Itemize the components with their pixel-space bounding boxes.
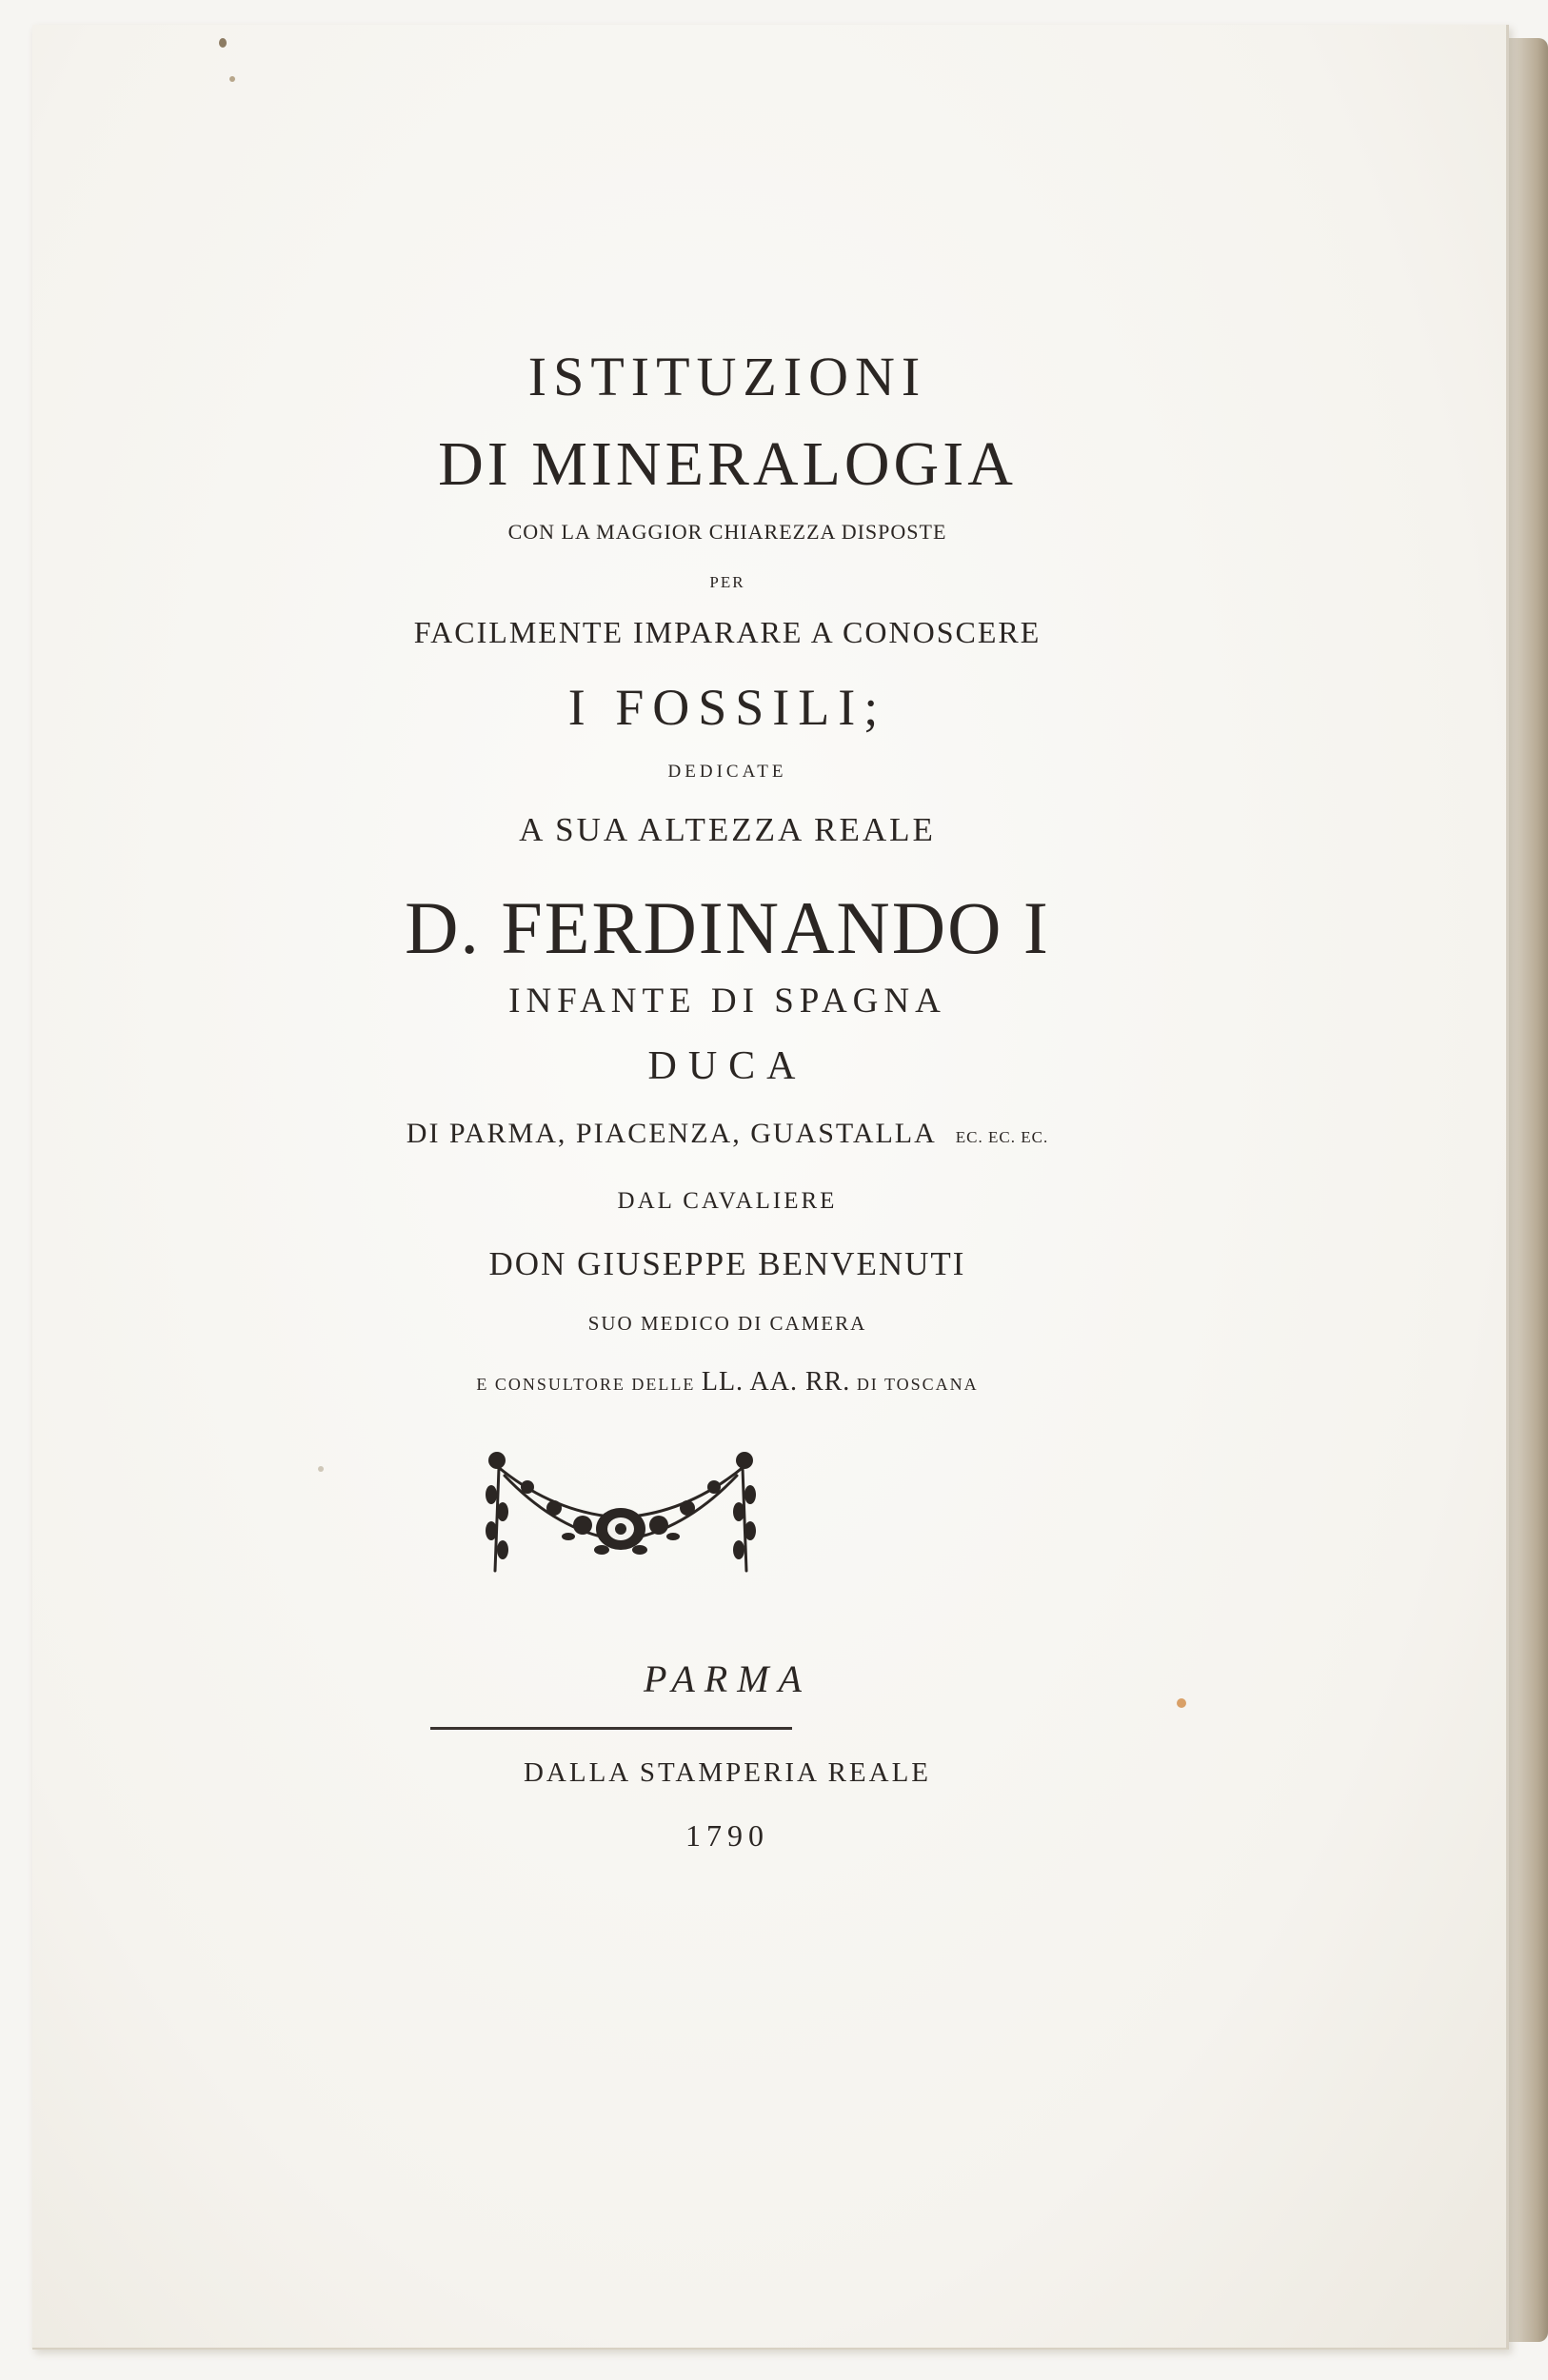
title-line-2: DI MINERALOGIA [438,429,1017,499]
imprint-rule [430,1727,792,1730]
author-role-1: SUO MEDICO DI CAMERA [587,1312,867,1335]
author-role-2c: DI TOSCANA [850,1375,979,1394]
imprint-printer: DALLA STAMPERIA REALE [523,1757,932,1788]
dedicatee-domains: DI PARMA, PIACENZA, GUASTALLA [406,1118,937,1149]
title-line-1: ISTITUZIONI [527,346,927,407]
subtitle-line-1: CON LA MAGGIOR CHIAREZZA DISPOSTE [507,520,947,544]
author-role-2b: LL. AA. RR. [701,1367,851,1397]
imprint-place: PARMA [644,1657,811,1700]
dedication-line-1: DEDICATE [667,762,787,782]
dedicatee-name: D. FERDINANDO I [405,886,1050,969]
author-name: DON GIUSEPPE BENVENUTI [488,1245,966,1282]
author-role-2a: E CONSULTORE DELLE [476,1375,702,1394]
etcetera: EC. EC. EC. [955,1128,1049,1146]
dedicatee-title-2: DUCA [647,1044,807,1088]
author-role-2 [156,1367,1299,1398]
title-block [32,25,1506,2348]
dedicatee-title-1: INFANTE DI SPAGNA [508,982,946,1021]
author-intro: DAL CAVALIERE [617,1188,838,1214]
imprint-year: 1790 [685,1818,769,1853]
floral-garland-ornament-icon [478,1438,764,1580]
title-page [32,25,1509,2350]
dedication-line-2: A SUA ALTEZZA REALE [519,811,936,848]
dedicatee-title-3 [156,1118,1299,1150]
subtitle-line-2: PER [709,573,745,591]
subtitle-line-3: FACILMENTE IMPARARE A CONOSCERE [413,615,1042,649]
subtitle-line-4: I FOSSILI; [567,679,887,736]
